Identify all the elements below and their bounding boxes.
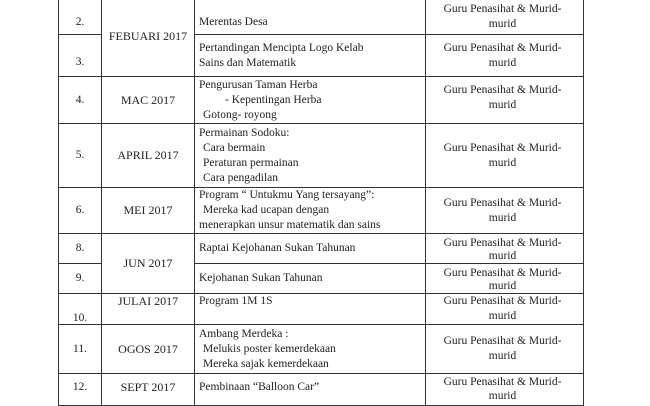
activity-cell: Ambang Merdeka : Melukis poster kemerdekaan Mereka sajak kemerdekaan <box>195 325 426 374</box>
responsible-cell: Guru Penasihat & Murid- murid <box>426 325 584 374</box>
responsible-cell: Guru Penasihat & Murid- murid <box>426 188 584 234</box>
month-cell: OGOS 2017 <box>102 325 195 374</box>
month-cell: JULAI 2017 <box>102 294 195 325</box>
activity-cell: Kejohanan Sukan Tahunan <box>195 264 426 294</box>
responsible-cell: Guru Penasihat & Murid- murid <box>426 294 584 325</box>
activity-table <box>58 0 584 406</box>
month-cell: FEBUARI 2017 <box>102 0 195 77</box>
responsible-cell: Guru Penasihat & Murid- murid <box>426 374 584 406</box>
row-number: 9. <box>59 264 102 294</box>
row-number: 10. <box>59 294 102 325</box>
table-row <box>59 77 584 124</box>
responsible-cell: Guru Penasihat & Murid- murid <box>426 35 584 77</box>
row-number: 4. <box>59 77 102 124</box>
row-number: 11. <box>59 325 102 374</box>
row-number: 5. <box>59 124 102 188</box>
month-cell: APRIL 2017 <box>102 124 195 188</box>
activity-cell: Permainan Sodoku: Cara bermain Peraturan permainan Cara pengadilan <box>195 124 426 188</box>
month-cell: SEPT 2017 <box>102 374 195 406</box>
responsible-cell: Guru Penasihat & Murid- murid <box>426 77 584 124</box>
activity-cell: Pengurusan Taman Herba - Kepentingan Herba Gotong- royong <box>195 77 426 124</box>
activity-cell: Raptai Kejohanan Sukan Tahunan <box>195 234 426 264</box>
activity-cell: Merentas Desa <box>195 0 426 35</box>
row-number: 2. <box>59 0 102 35</box>
table-row <box>59 188 584 234</box>
row-number: 12. <box>59 374 102 406</box>
activity-cell: Pertandingan Mencipta Logo Kelab Sains dan Matematik <box>195 35 426 77</box>
table-row <box>59 325 584 374</box>
activity-cell: Pembinaan “Balloon Car” <box>195 374 426 406</box>
row-number: 3. <box>59 35 102 77</box>
month-cell: JUN 2017 <box>102 234 195 294</box>
activity-cell: Program 1M 1S <box>195 294 426 325</box>
month-cell: MAC 2017 <box>102 77 195 124</box>
table-row <box>59 294 584 325</box>
table-row <box>59 374 584 406</box>
responsible-cell: Guru Penasihat & Murid- murid <box>426 234 584 264</box>
table-row <box>59 0 584 35</box>
row-number: 6. <box>59 188 102 234</box>
table-row <box>59 234 584 264</box>
responsible-cell: Guru Penasihat & Murid- murid <box>426 0 584 35</box>
responsible-cell: Guru Penasihat & Murid- murid <box>426 124 584 188</box>
row-number: 8. <box>59 234 102 264</box>
activity-cell: Program “ Untukmu Yang tersayang”: Mereka kad ucapan dengan menerapkan unsur matematik dan sains <box>195 188 426 234</box>
month-cell: MEI 2017 <box>102 188 195 234</box>
table-row <box>59 124 584 188</box>
responsible-cell: Guru Penasihat & Murid- murid <box>426 264 584 294</box>
